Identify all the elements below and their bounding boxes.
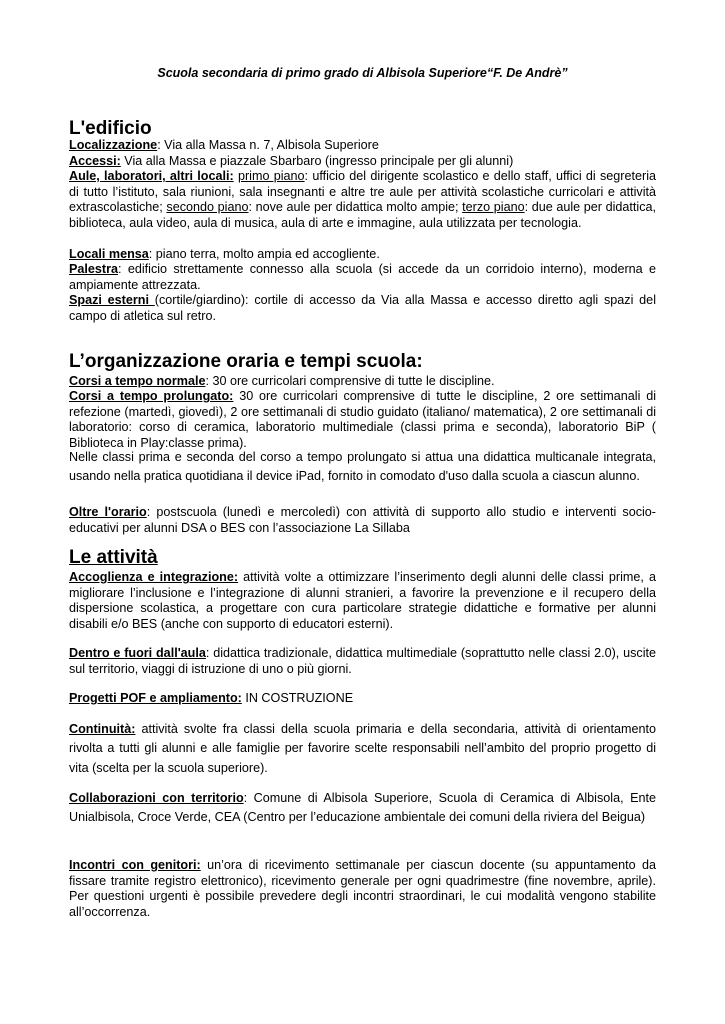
paragraph-oltre-orario	[69, 505, 656, 536]
section-title-attivita: Le attività	[69, 547, 158, 568]
label-oltre-orario: Oltre l'orario	[69, 505, 147, 519]
label-mensa: Locali mensa	[69, 247, 149, 261]
text-localizzazione: : Via alla Massa n. 7, Albisola Superiore	[157, 138, 379, 152]
paragraph-localizzazione	[69, 138, 656, 154]
label-tempo-normale: Corsi a tempo normale	[69, 374, 206, 388]
text-accoglienza: attività volte a ottimizzare l’inserimento degli alunni delle classi prime, a migliorare l’inclusione e l’integrazione di alunni stranieri, a favorire la prevenzione e il recupero della dispersione scolastica, a progettare con cura particolare strategie didattiche e formative per alunni disabili e/o BES (anche con supporto di educatori esterni).	[69, 570, 656, 631]
section-title-edificio: L'edificio	[69, 118, 152, 139]
paragraph-dentro-fuori	[69, 646, 656, 677]
label-progetti-pof: Progetti POF e ampliamento:	[69, 691, 242, 705]
label-terzo-piano: terzo piano	[462, 200, 525, 215]
text-terzo-piano: : due aule per didattica, biblioteca, aula video, aula di musica, aula di arte e immagine, aula utilizzata per tecnologia.	[69, 200, 657, 230]
document-title: Scuola secondaria di primo grado di Albisola Superiore“F. De Andrè”	[157, 66, 568, 80]
label-aule: Aule, laboratori, altri locali:	[69, 169, 234, 183]
text-progetti-pof: IN COSTRUZIONE	[241, 691, 354, 705]
label-primo-piano: primo piano	[237, 169, 305, 183]
text-incontri-genitori: un’ora di ricevimento settimanale per ciascun docente (su appuntamento da fissare tramite registro elettronico), ricevimento generale per ogni quadrimestre (fine novembre, aprile). Per questioni urgenti è possibile prevedere degli incontri straordinari, le cui modalità vengono stabilite all’occorrenza.	[69, 858, 656, 919]
label-secondo-piano: secondo piano	[166, 200, 249, 215]
paragraph-tempo-prolungato	[69, 389, 656, 451]
label-spazi-esterni: Spazi esterni	[69, 293, 155, 307]
text-oltre-orario: : postscuola (lunedì e mercoledì) con attività di supporto allo studio e interventi socio-educativi per alunni DSA o BES con l’associazione La Sillaba	[69, 505, 656, 535]
text-spazi-esterni: (cortile/giardino): cortile di accesso da Via alla Massa e accesso diretto agli spazi del campo di atletica sul retro.	[69, 293, 656, 323]
text-secondo-piano: : nove aule per didattica molto ampie;	[248, 200, 463, 215]
label-localizzazione: Localizzazione	[69, 138, 158, 152]
paragraph-continuita	[69, 720, 656, 778]
section-title-organizzazione: L’organizzazione oraria e tempi scuola:	[69, 351, 423, 372]
text-tempo-prolungato: 30 ore curricolari comprensive di tutte le discipline, 2 ore settimanali di refezione (martedì, giovedì), 2 ore settimanali di studio guidato (italiano/ matematica), 2 ore settimanali di laboratorio: corso di ceramica, laboratorio multimediale (classi prima e seconda), laboratorio BiP ( Biblioteca in Play:classe prima).	[69, 389, 657, 450]
paragraph-palestra	[69, 262, 656, 293]
label-collaborazioni: Collaborazioni con territorio	[69, 791, 244, 805]
label-accoglienza: Accoglienza e integrazione:	[69, 570, 239, 584]
text-mensa: : piano terra, molto ampia ed accogliente.	[148, 247, 380, 261]
paragraph-mensa	[69, 247, 656, 263]
text-accessi: Via alla Massa e piazzale Sbarbaro (ingresso principale per gli alunni)	[120, 154, 514, 168]
label-incontri-genitori: Incontri con genitori:	[69, 858, 201, 872]
paragraph-spazi-esterni	[69, 293, 656, 324]
paragraph-incontri-genitori	[69, 858, 656, 920]
text-palestra: : edificio strettamente connesso alla scuola (si accede da un corridoio interno), moderna e ampiamente attrezzata.	[69, 262, 656, 292]
label-tempo-prolungato: Corsi a tempo prolungato:	[69, 389, 234, 403]
text-primo-piano: : ufficio del dirigente scolastico e dello staff, uffici di segreteria di tutto l’istituto, sala riunioni, sala insegnanti e altre tre aule per attività scolastiche curricolari e attività extrascolastiche;	[69, 169, 656, 215]
paragraph-progetti-pof	[69, 691, 656, 707]
paragraph-accoglienza	[69, 570, 656, 632]
label-dentro-fuori: Dentro e fuori dall'aula	[69, 646, 206, 660]
text-continuita: attività svolte fra classi della scuola primaria e della secondaria, attività di orientamento rivolta a tutti gli alunni e alle famiglie per favorire scelte responsabili nell’ambito del proprio progetto di vita (scelta per la scuola superiore).	[69, 722, 656, 775]
paragraph-aule	[69, 169, 656, 231]
text-tempo-normale: : 30 ore curricolari comprensive di tutte le discipline.	[205, 374, 495, 388]
text-dentro-fuori: : didattica tradizionale, didattica multimediale (soprattutto nelle classi 2.0), uscite sul territorio, viaggi di istruzione di uno o più giorni.	[69, 646, 656, 676]
label-palestra: Palestra	[69, 262, 119, 276]
label-accessi: Accessi:	[69, 154, 121, 168]
paragraph-tempo-normale	[69, 374, 656, 390]
paragraph-didattica-multicanale: Nelle classi prima e seconda del corso a tempo prolungato si attua una didattica multicanale integrata, usando nella pratica quotidiana il device iPad, fornito in comodato d'uso dalla scuola a ciascun alunno.	[69, 450, 656, 484]
paragraph-collaborazioni	[69, 789, 656, 828]
label-continuita: Continuità:	[69, 722, 136, 736]
paragraph-accessi	[69, 154, 656, 170]
text-collaborazioni: : Comune di Albisola Superiore, Scuola di Ceramica di Albisola, Ente Unialbisola, Croce Verde, CEA (Centro per l’educazione ambientale dei comuni della riviera del Beigua)	[69, 791, 656, 825]
